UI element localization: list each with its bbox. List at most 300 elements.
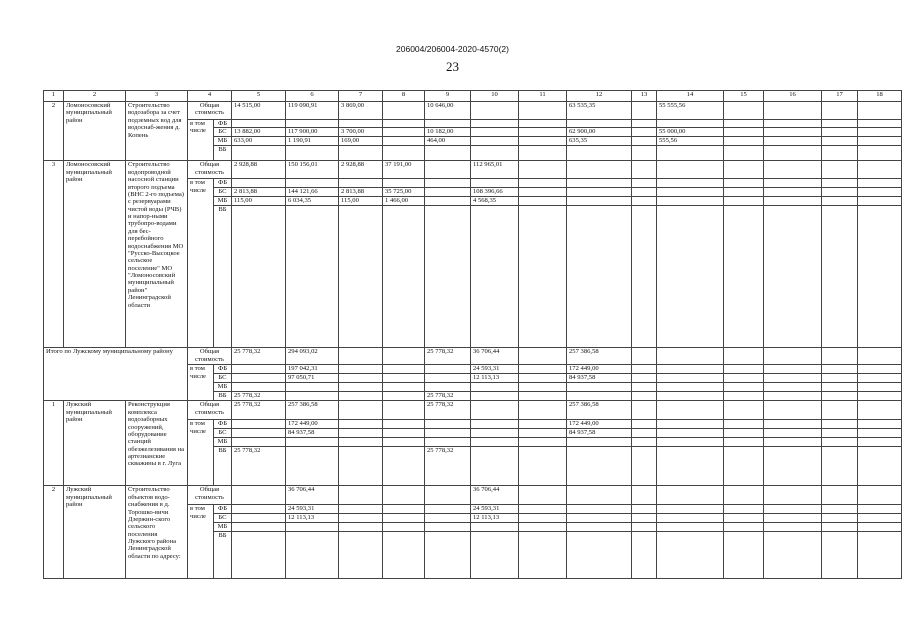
value-cell <box>822 505 858 514</box>
row-number: 3 <box>44 161 64 348</box>
value-cell <box>858 161 902 179</box>
table-row <box>44 486 902 505</box>
value-cell: 172 449,00 <box>567 365 632 374</box>
value-cell <box>425 523 471 532</box>
value-cell <box>858 188 902 197</box>
value-cell <box>471 128 519 137</box>
value-cell <box>425 514 471 523</box>
value-cell <box>764 383 822 392</box>
value-cell <box>286 146 339 161</box>
value-cell: 635,35 <box>567 137 632 146</box>
value-cell: 35 725,00 <box>383 188 425 197</box>
value-cell <box>822 447 858 486</box>
table-row <box>44 161 902 179</box>
value-cell: 25 778,32 <box>425 348 471 365</box>
value-cell <box>471 438 519 447</box>
including-label: в том числе <box>188 179 214 348</box>
value-cell <box>339 146 383 161</box>
value-cell <box>425 429 471 438</box>
value-cell <box>471 523 519 532</box>
value-cell: 25 778,32 <box>232 348 286 365</box>
value-cell: 1 466,00 <box>383 197 425 206</box>
value-cell <box>657 447 724 486</box>
value-cell <box>383 383 425 392</box>
value-cell: 25 778,32 <box>425 401 471 420</box>
value-cell: 4 568,35 <box>471 197 519 206</box>
value-cell <box>286 523 339 532</box>
value-cell <box>286 447 339 486</box>
value-cell <box>339 438 383 447</box>
value-cell <box>383 365 425 374</box>
value-cell <box>858 206 902 348</box>
value-cell <box>383 447 425 486</box>
value-cell <box>567 146 632 161</box>
value-cell <box>764 206 822 348</box>
document-id: 206004/206004-2020-4570(2) <box>396 44 509 54</box>
value-cell <box>519 532 567 579</box>
value-cell <box>519 120 567 128</box>
value-cell <box>764 429 822 438</box>
value-cell <box>657 348 724 365</box>
value-cell: 25 778,32 <box>425 447 471 486</box>
value-cell <box>822 486 858 505</box>
value-cell <box>519 197 567 206</box>
value-cell: 6 034,35 <box>286 197 339 206</box>
funding-source-bs: БС <box>214 514 232 523</box>
value-cell <box>425 206 471 348</box>
value-cell <box>339 447 383 486</box>
value-cell <box>232 514 286 523</box>
value-cell <box>858 429 902 438</box>
value-cell <box>232 383 286 392</box>
value-cell <box>724 392 764 401</box>
value-cell: 55 000,00 <box>657 128 724 137</box>
value-cell <box>471 429 519 438</box>
value-cell <box>657 486 724 505</box>
object-name: Строительство объектов водо-снабжения в д. Торошко-вичи Дзержин-ского сельского поселения Лужского района Ленинградской области по адресу: <box>126 486 188 579</box>
value-cell <box>519 206 567 348</box>
funding-source-fb: ФБ <box>214 420 232 429</box>
value-cell <box>858 365 902 374</box>
value-cell <box>657 206 724 348</box>
value-cell <box>764 137 822 146</box>
value-cell <box>632 179 657 188</box>
value-cell <box>232 438 286 447</box>
value-cell <box>632 392 657 401</box>
value-cell: 257 386,58 <box>286 401 339 420</box>
value-cell <box>425 374 471 383</box>
value-cell: 97 050,71 <box>286 374 339 383</box>
header-cell: 13 <box>632 91 657 102</box>
district-name: Лужский муниципальный район <box>64 401 126 486</box>
value-cell <box>286 438 339 447</box>
value-cell <box>764 179 822 188</box>
value-cell <box>657 161 724 179</box>
value-cell <box>858 401 902 420</box>
header-cell: 5 <box>232 91 286 102</box>
value-cell <box>724 447 764 486</box>
header-cell: 9 <box>425 91 471 102</box>
value-cell <box>724 383 764 392</box>
funding-source-vb: ВБ <box>214 206 232 348</box>
value-cell <box>519 429 567 438</box>
value-cell: 36 706,44 <box>471 486 519 505</box>
including-label: в том числе <box>188 505 214 579</box>
value-cell <box>286 206 339 348</box>
funding-source-fb: ФБ <box>214 505 232 514</box>
value-cell <box>822 392 858 401</box>
value-cell: 464,00 <box>425 137 471 146</box>
funding-source-vb: ВБ <box>214 146 232 161</box>
value-cell <box>339 514 383 523</box>
value-cell <box>339 420 383 429</box>
value-cell <box>822 179 858 188</box>
value-cell <box>764 514 822 523</box>
value-cell <box>764 348 822 365</box>
value-cell: 55 555,56 <box>657 102 724 120</box>
value-cell <box>286 392 339 401</box>
header-cell: 18 <box>858 91 902 102</box>
header-cell: 15 <box>724 91 764 102</box>
header-cell: 3 <box>126 91 188 102</box>
object-name: Строительство водозабора за счет подземных вод для водоснаб-жения д. Копень <box>126 102 188 161</box>
value-cell: 555,56 <box>657 137 724 146</box>
value-cell <box>632 365 657 374</box>
value-cell <box>471 120 519 128</box>
value-cell <box>519 137 567 146</box>
value-cell <box>471 146 519 161</box>
value-cell <box>764 365 822 374</box>
value-cell <box>764 197 822 206</box>
value-cell <box>724 102 764 120</box>
value-cell <box>425 161 471 179</box>
funding-source-vb: ВБ <box>214 392 232 401</box>
value-cell: 172 449,00 <box>567 420 632 429</box>
value-cell: 25 778,32 <box>425 392 471 401</box>
value-cell: 257 386,58 <box>567 348 632 365</box>
value-cell <box>858 137 902 146</box>
value-cell <box>339 523 383 532</box>
value-cell: 117 900,00 <box>286 128 339 137</box>
value-cell: 112 965,01 <box>471 161 519 179</box>
value-cell <box>383 486 425 505</box>
value-cell <box>383 514 425 523</box>
value-cell <box>724 179 764 188</box>
funding-table <box>43 90 902 579</box>
value-cell <box>519 401 567 420</box>
value-cell: 2 813,88 <box>339 188 383 197</box>
value-cell <box>724 523 764 532</box>
value-cell <box>764 128 822 137</box>
value-cell: 633,00 <box>232 137 286 146</box>
value-cell <box>822 401 858 420</box>
value-cell <box>286 383 339 392</box>
value-cell <box>657 438 724 447</box>
value-cell: 25 778,32 <box>232 447 286 486</box>
value-cell <box>339 120 383 128</box>
total-cost-label: Общая стоимость <box>188 486 232 505</box>
value-cell <box>822 365 858 374</box>
value-cell <box>724 429 764 438</box>
total-cost-label: Общая стоимость <box>188 102 232 120</box>
value-cell <box>519 438 567 447</box>
value-cell: 36 706,44 <box>471 348 519 365</box>
header-cell: 16 <box>764 91 822 102</box>
table-row <box>44 401 902 420</box>
value-cell: 13 882,00 <box>232 128 286 137</box>
value-cell <box>657 197 724 206</box>
value-cell <box>632 120 657 128</box>
value-cell <box>822 197 858 206</box>
value-cell <box>519 188 567 197</box>
value-cell <box>567 206 632 348</box>
funding-source-fb: ФБ <box>214 365 232 374</box>
value-cell <box>383 532 425 579</box>
value-cell: 84 937,58 <box>567 374 632 383</box>
value-cell <box>339 365 383 374</box>
value-cell: 36 706,44 <box>286 486 339 505</box>
value-cell: 12 113,13 <box>286 514 339 523</box>
value-cell <box>519 505 567 514</box>
value-cell: 115,00 <box>232 197 286 206</box>
value-cell <box>632 102 657 120</box>
value-cell <box>657 514 724 523</box>
value-cell: 84 937,58 <box>567 429 632 438</box>
value-cell <box>822 438 858 447</box>
row-number: 2 <box>44 102 64 161</box>
value-cell <box>519 146 567 161</box>
value-cell <box>471 206 519 348</box>
value-cell <box>383 420 425 429</box>
value-cell <box>632 137 657 146</box>
value-cell <box>383 120 425 128</box>
value-cell <box>822 514 858 523</box>
value-cell <box>339 532 383 579</box>
value-cell <box>339 374 383 383</box>
value-cell <box>425 188 471 197</box>
table-row <box>44 102 902 120</box>
value-cell <box>519 374 567 383</box>
value-cell <box>232 505 286 514</box>
value-cell <box>724 348 764 365</box>
funding-source-bs: БС <box>214 188 232 197</box>
funding-source-bs: БС <box>214 374 232 383</box>
value-cell <box>425 505 471 514</box>
value-cell <box>858 102 902 120</box>
value-cell <box>632 429 657 438</box>
value-cell <box>764 486 822 505</box>
value-cell <box>657 383 724 392</box>
value-cell <box>232 365 286 374</box>
value-cell <box>822 429 858 438</box>
value-cell <box>858 179 902 188</box>
value-cell <box>471 401 519 420</box>
funding-source-vb: ВБ <box>214 447 232 486</box>
value-cell <box>567 179 632 188</box>
value-cell <box>657 420 724 429</box>
value-cell <box>567 486 632 505</box>
value-cell <box>822 348 858 365</box>
value-cell <box>425 365 471 374</box>
value-cell <box>724 374 764 383</box>
value-cell <box>425 146 471 161</box>
value-cell <box>724 146 764 161</box>
value-cell <box>632 161 657 179</box>
value-cell <box>383 392 425 401</box>
value-cell <box>632 486 657 505</box>
value-cell <box>858 514 902 523</box>
value-cell: 63 535,35 <box>567 102 632 120</box>
value-cell <box>858 146 902 161</box>
value-cell: 24 593,31 <box>286 505 339 514</box>
value-cell <box>286 179 339 188</box>
value-cell <box>383 128 425 137</box>
value-cell <box>764 532 822 579</box>
value-cell <box>471 420 519 429</box>
value-cell <box>858 128 902 137</box>
value-cell <box>567 438 632 447</box>
value-cell: 25 778,32 <box>232 392 286 401</box>
value-cell: 144 121,66 <box>286 188 339 197</box>
page-number: 23 <box>446 59 459 74</box>
value-cell <box>822 120 858 128</box>
value-cell <box>425 179 471 188</box>
value-cell: 10 182,00 <box>425 128 471 137</box>
value-cell: 3 700,00 <box>339 128 383 137</box>
value-cell <box>519 365 567 374</box>
value-cell <box>383 206 425 348</box>
funding-source-bs: БС <box>214 128 232 137</box>
value-cell <box>724 401 764 420</box>
header-cell: 14 <box>657 91 724 102</box>
value-cell <box>567 161 632 179</box>
value-cell <box>657 429 724 438</box>
value-cell <box>425 420 471 429</box>
value-cell <box>567 505 632 514</box>
value-cell <box>519 523 567 532</box>
value-cell <box>471 532 519 579</box>
value-cell <box>567 120 632 128</box>
value-cell <box>339 383 383 392</box>
total-cost-label: Общая стоимость <box>188 161 232 179</box>
value-cell: 172 449,00 <box>286 420 339 429</box>
funding-source-fb: ФБ <box>214 179 232 188</box>
value-cell: 150 156,01 <box>286 161 339 179</box>
value-cell <box>858 374 902 383</box>
value-cell <box>425 532 471 579</box>
value-cell <box>383 146 425 161</box>
value-cell <box>519 102 567 120</box>
value-cell <box>232 486 286 505</box>
value-cell <box>657 188 724 197</box>
row-number: 2 <box>44 486 64 579</box>
value-cell <box>632 197 657 206</box>
value-cell <box>519 179 567 188</box>
including-label: в том числе <box>188 420 214 486</box>
value-cell <box>858 532 902 579</box>
value-cell <box>764 523 822 532</box>
value-cell: 1 190,91 <box>286 137 339 146</box>
value-cell <box>519 128 567 137</box>
value-cell <box>471 383 519 392</box>
value-cell <box>657 505 724 514</box>
value-cell <box>425 383 471 392</box>
value-cell <box>519 392 567 401</box>
value-cell <box>232 429 286 438</box>
value-cell <box>632 383 657 392</box>
value-cell <box>339 179 383 188</box>
value-cell <box>232 146 286 161</box>
header-cell: 10 <box>471 91 519 102</box>
value-cell <box>519 514 567 523</box>
value-cell <box>425 438 471 447</box>
funding-source-mb: МБ <box>214 438 232 447</box>
value-cell <box>724 161 764 179</box>
value-cell <box>858 348 902 365</box>
value-cell <box>632 438 657 447</box>
value-cell <box>724 438 764 447</box>
value-cell: 25 778,32 <box>232 401 286 420</box>
value-cell <box>567 447 632 486</box>
table-row <box>44 348 902 365</box>
value-cell <box>724 486 764 505</box>
value-cell: 294 093,02 <box>286 348 339 365</box>
value-cell <box>286 120 339 128</box>
value-cell <box>822 206 858 348</box>
value-cell <box>383 523 425 532</box>
object-name: Реконструкция комплекса водозаборных сооружений, оборудование станций обезжелезивания на артезианские скважины в г. Луга <box>126 401 188 486</box>
value-cell <box>724 137 764 146</box>
value-cell <box>471 179 519 188</box>
value-cell <box>567 392 632 401</box>
value-cell <box>724 197 764 206</box>
value-cell <box>822 374 858 383</box>
value-cell <box>822 146 858 161</box>
object-name: Строительство водопроводной насосной станции второго подъема (ВНС 2-го подъема) с резервуарами чистой воды (РЧВ) и напор-ными трубопро-водами для бес-перебойного водоснабжения МО "Русско-Высоцкое сельское поселение" МО "Ломоносовский муниципальный район" Ленинградской области <box>126 161 188 348</box>
value-cell <box>632 505 657 514</box>
value-cell <box>232 179 286 188</box>
value-cell <box>383 374 425 383</box>
value-cell <box>519 447 567 486</box>
value-cell <box>822 383 858 392</box>
header-cell: 1 <box>44 91 64 102</box>
value-cell <box>724 420 764 429</box>
value-cell <box>724 128 764 137</box>
value-cell: 84 937,58 <box>286 429 339 438</box>
value-cell <box>339 401 383 420</box>
value-cell <box>471 447 519 486</box>
value-cell <box>232 206 286 348</box>
value-cell: 115,00 <box>339 197 383 206</box>
value-cell <box>632 206 657 348</box>
value-cell <box>471 392 519 401</box>
value-cell <box>232 420 286 429</box>
value-cell <box>632 348 657 365</box>
value-cell <box>724 532 764 579</box>
value-cell <box>519 383 567 392</box>
value-cell <box>858 197 902 206</box>
value-cell <box>764 447 822 486</box>
value-cell <box>764 146 822 161</box>
value-cell <box>858 392 902 401</box>
value-cell <box>232 523 286 532</box>
row-number: 1 <box>44 401 64 486</box>
value-cell <box>822 188 858 197</box>
value-cell <box>567 383 632 392</box>
value-cell <box>339 348 383 365</box>
value-cell: 10 646,00 <box>425 102 471 120</box>
value-cell <box>567 514 632 523</box>
